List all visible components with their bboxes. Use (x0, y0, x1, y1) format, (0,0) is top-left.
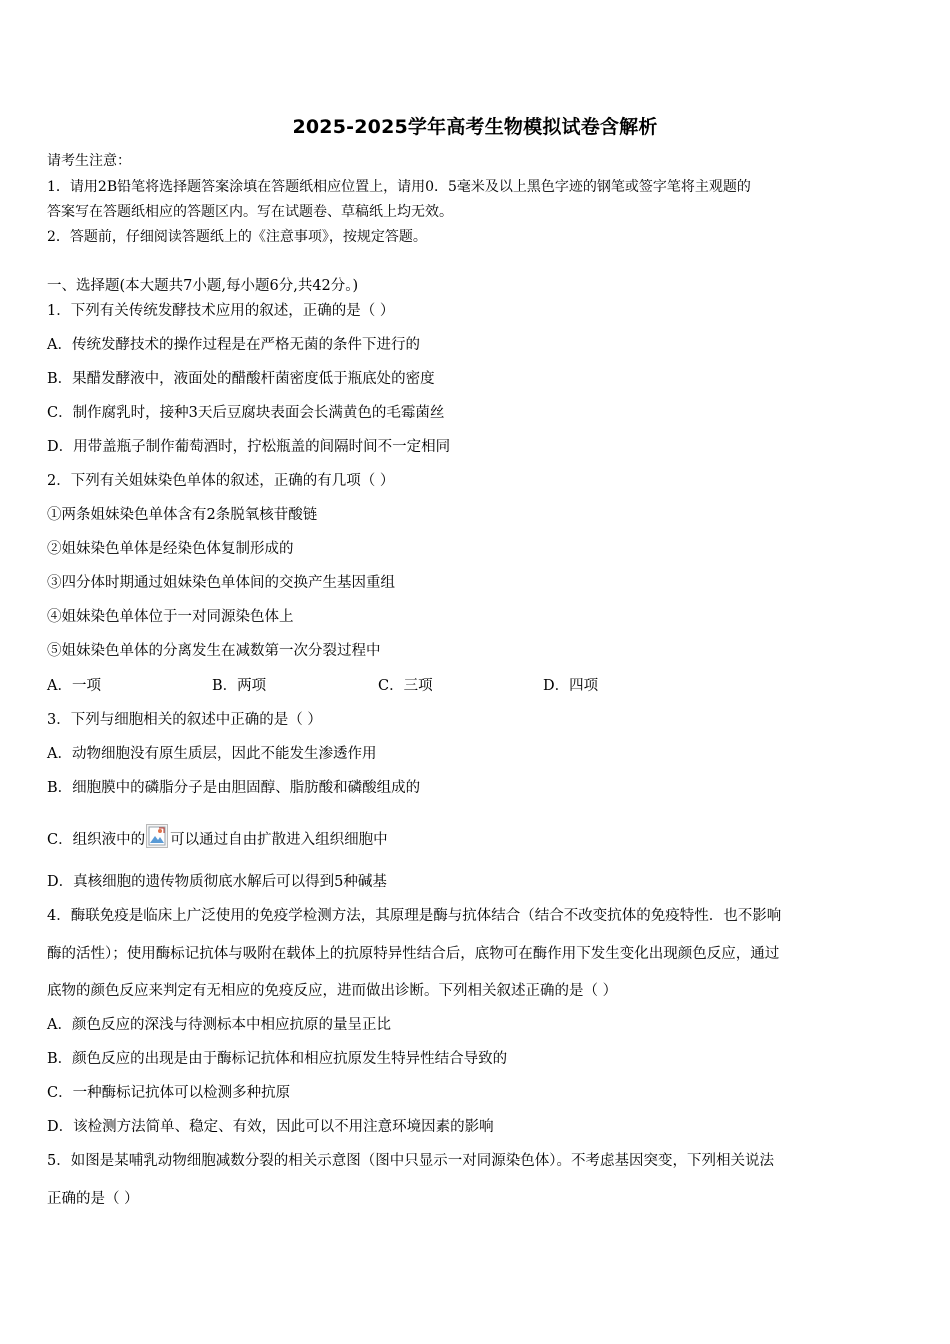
q4-option-c: C．一种酶标记抗体可以检测多种抗原 (47, 1085, 291, 1101)
q1-option-d: D．用带盖瓶子制作葡萄酒时，拧松瓶盖的间隔时间不一定相同 (47, 439, 451, 455)
notice-item-1-cont: 答案写在答题纸相应的答题区内。写在试题卷、草稿纸上均无效。 (47, 204, 453, 220)
page-title: 2025-2025学年高考生物模拟试卷含解析 (292, 116, 658, 138)
q4-stem-line-2: 酶的活性）；使用酶标记抗体与吸附在载体上的抗原特异性结合后，底物可在酶作用下发生变化出现颜色反应，通过 (47, 946, 780, 962)
q4-option-a: A．颜色反应的深浅与待测标本中相应抗原的量呈正比 (47, 1017, 391, 1033)
q3-option-d: D．真核细胞的遗传物质彻底水解后可以得到5种碱基 (47, 874, 387, 890)
q5-stem-line-2: 正确的是（ ） (47, 1191, 139, 1207)
q3-stem: 3．下列与细胞相关的叙述中正确的是（ ） (47, 712, 322, 728)
q3-option-c-suffix: 可以通过自由扩散进入组织细胞中 (170, 832, 388, 848)
q2-option-b: B．两项 (212, 678, 267, 694)
q2-statement-5: ⑤姐妹染色单体的分离发生在减数第一次分裂过程中 (47, 643, 381, 659)
q1-option-a: A．传统发酵技术的操作过程是在严格无菌的条件下进行的 (47, 337, 420, 353)
notice-item-2: 2．答题前，仔细阅读答题纸上的《注意事项》，按规定答题。 (47, 229, 427, 245)
q4-stem-line-3: 底物的颜色反应来判定有无相应的免疫反应，进而做出诊断。下列相关叙述正确的是（ ） (47, 983, 618, 999)
q5-stem-line-1: 5．如图是某哺乳动物细胞减数分裂的相关示意图（图中只显示一对同源染色体）。不考虑基因突变，下列相关说法 (47, 1153, 774, 1169)
q4-option-d: D．该检测方法简单、稳定、有效，因此可以不用注意环境因素的影响 (47, 1119, 494, 1135)
q2-stem: 2．下列有关姐妹染色单体的叙述，正确的有几项（ ） (47, 473, 395, 489)
q2-option-a: A．一项 (47, 678, 101, 694)
q3-option-c-prefix: C．组织液中的 (47, 832, 146, 848)
q2-statement-1: ①两条姐妹染色单体含有2条脱氧核苷酸链 (47, 507, 318, 523)
q2-option-d: D．四项 (543, 678, 599, 694)
q1-stem: 1．下列有关传统发酵技术应用的叙述，正确的是（ ） (47, 303, 395, 319)
broken-image-icon (146, 824, 168, 848)
q1-option-b: B．果醋发酵液中，液面处的醋酸杆菌密度低于瓶底处的密度 (47, 371, 435, 387)
q4-option-b: B．颜色反应的出现是由于酶标记抗体和相应抗原发生特异性结合导致的 (47, 1051, 508, 1067)
notice-heading: 请考生注意： (47, 153, 131, 169)
q2-statement-3: ③四分体时期通过姐妹染色单体间的交换产生基因重组 (47, 575, 395, 591)
q3-option-a: A．动物细胞没有原生质层，因此不能发生渗透作用 (47, 746, 377, 762)
q3-option-c (47, 824, 388, 850)
section-heading: 一、选择题(本大题共7小题,每小题6分,共42分。) (47, 278, 359, 294)
q2-statement-2: ②姐妹染色单体是经染色体复制形成的 (47, 541, 294, 557)
notice-item-1: 1．请用2B铅笔将选择题答案涂填在答题纸相应位置上，请用0．5毫米及以上黑色字迹的钢笔或签字笔将主观题的 (47, 179, 751, 195)
q3-option-b: B．细胞膜中的磷脂分子是由胆固醇、脂肪酸和磷酸组成的 (47, 780, 421, 796)
q4-stem-line-1: 4．酶联免疫是临床上广泛使用的免疫学检测方法，其原理是酶与抗体结合（结合不改变抗体的免疫特性．也不影响 (47, 908, 782, 924)
q2-option-c: C．三项 (378, 678, 433, 694)
q2-statement-4: ④姐妹染色单体位于一对同源染色体上 (47, 609, 294, 625)
q1-option-c: C．制作腐乳时，接种3天后豆腐块表面会长满黄色的毛霉菌丝 (47, 405, 445, 421)
